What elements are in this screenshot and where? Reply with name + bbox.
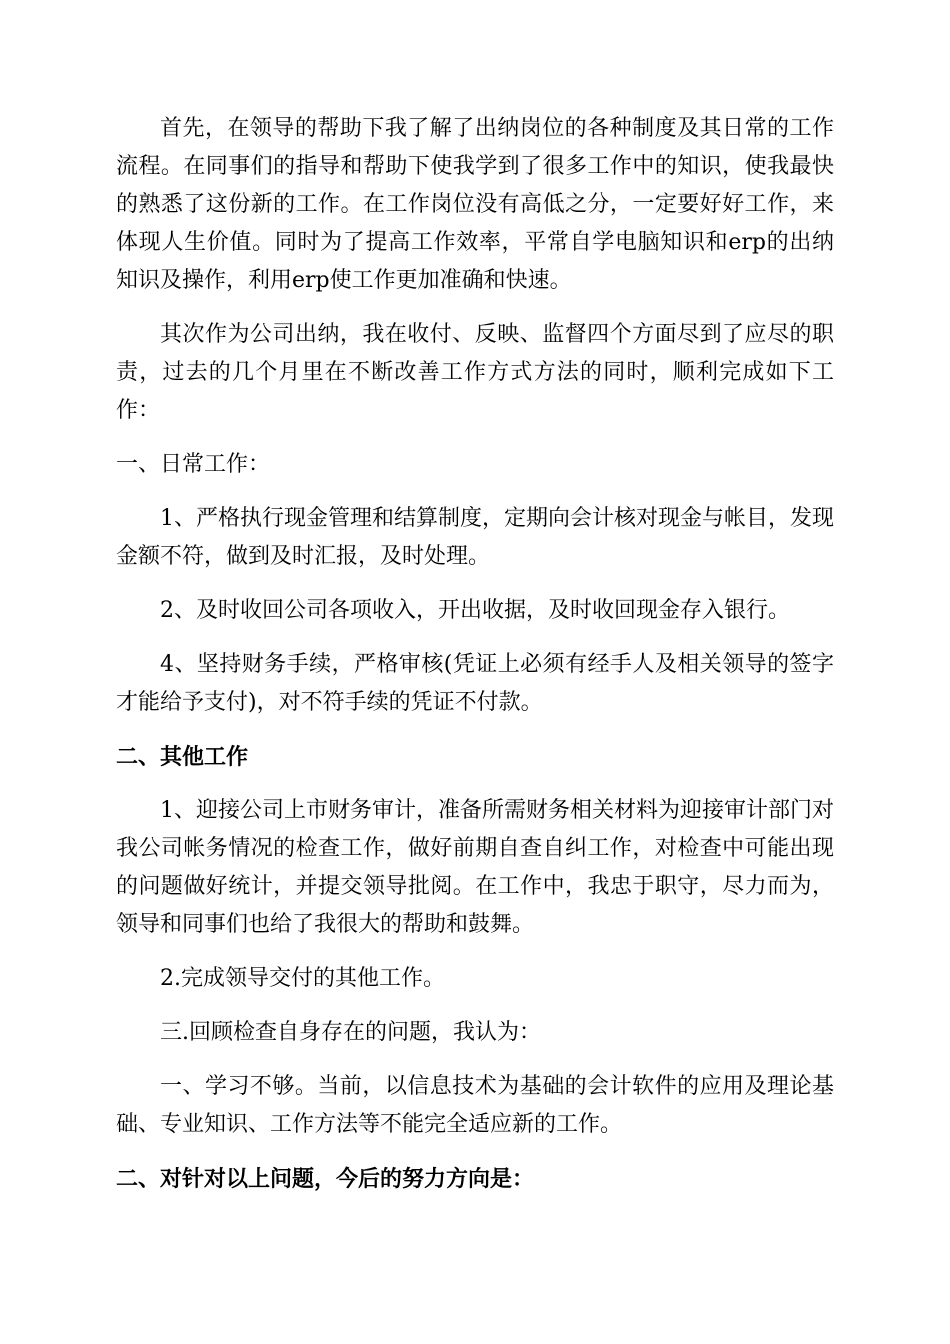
section-heading-daily-work: 一、日常工作： — [116, 452, 271, 477]
section-heading-review: 三.回顾检查自身存在的问题，我认为： — [160, 1020, 541, 1045]
section-heading-other-work: 二、其他工作 — [116, 744, 249, 770]
list-item-cash-management: 1、严格执行现金管理和结算制度，定期向会计核对现金与帐目，发现金额不符，做到及时汇报，及时处理。 — [116, 506, 834, 569]
list-item-other-tasks: 2.完成领导交付的其他工作。 — [160, 966, 445, 991]
list-item-financial-procedures: 4、坚持财务手续，严格审核(凭证上必须有经手人及相关领导的签字才能给予支付)，对不符手续的凭证不付款。 — [116, 652, 834, 715]
list-item-income-collection: 2、及时收回公司各项收入，开出收据，及时收回现金存入银行。 — [160, 598, 790, 623]
section-heading-future-direction: 二、对针对以上问题，今后的努力方向是： — [116, 1166, 535, 1192]
paragraph-intro: 首先，在领导的帮助下我了解了出纳岗位的各种制度及其日常的工作流程。在同事们的指导和帮助下使我学到了很多工作中的知识，使我最快的熟悉了这份新的工作。在工作岗位没有高低之分，一定要好好工作，来体现人生价值。同时为了提高工作效率，平常自学电脑知识和erp的出纳知识及操作，利用erp使工作更加准确和快速。 — [116, 116, 834, 293]
document-body — [116, 110, 834, 1198]
list-item-audit-preparation: 1、迎接公司上市财务审计，准备所需财务相关材料为迎接审计部门对我公司帐务情况的检查工作，做好前期自查自纠工作，对检查中可能出现的问题做好统计，并提交领导批阅。在工作中，我忠于职守，尽力而为，领导和同事们也给了我很大的帮助和鼓舞。 — [116, 798, 834, 937]
list-item-insufficient-learning: 一、学习不够。当前，以信息技术为基础的会计软件的应用及理论基础、专业知识、工作方法等不能完全适应新的工作。 — [116, 1074, 834, 1137]
paragraph-duties: 其次作为公司出纳，我在收付、反映、监督四个方面尽到了应尽的职责，过去的几个月里在不断改善工作方式方法的同时，顺利完成如下工作： — [116, 322, 834, 423]
